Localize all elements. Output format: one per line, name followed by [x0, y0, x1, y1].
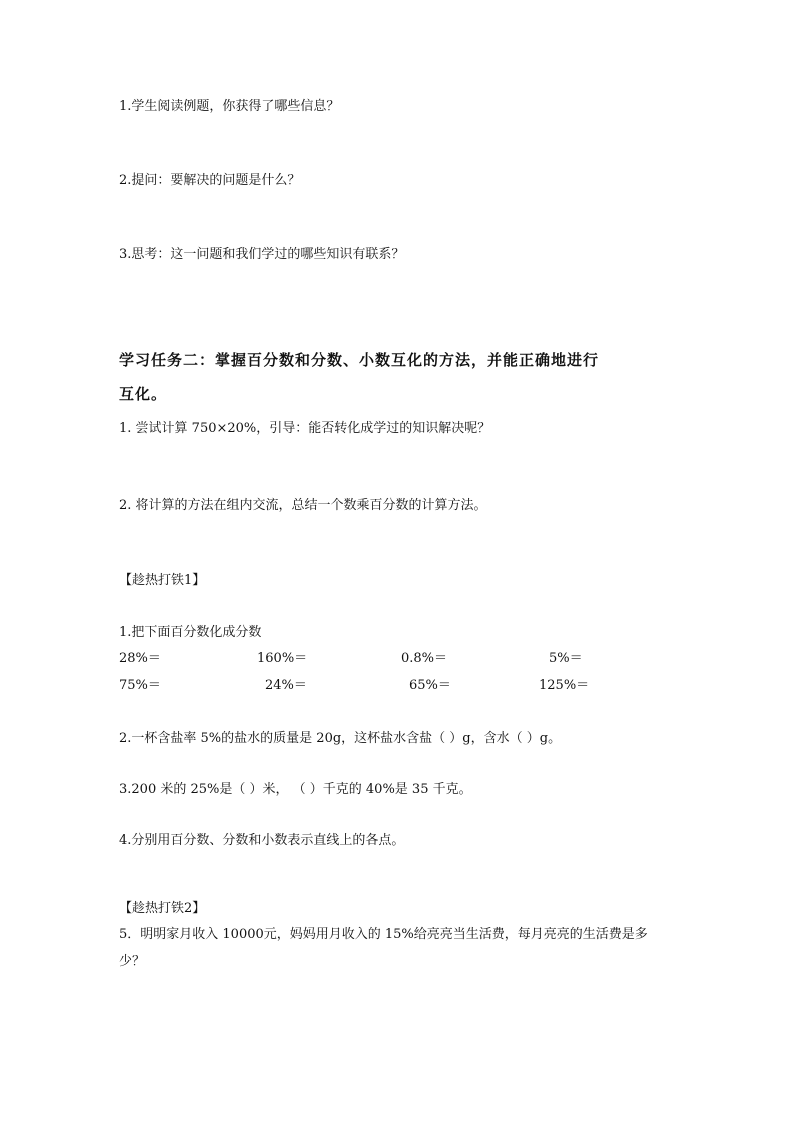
practice-2-question-5-line1: 5．明明家月收入 10000元，妈妈用月收入的 15%给亮亮当生活费，每月亮亮的生活费是多	[119, 927, 648, 942]
question-1: 1.学生阅读例题，你获得了哪些信息？	[119, 99, 340, 114]
practice-1-question-2: 2.一杯含盐率 5%的盐水的质量是 20g，这杯盐水含盐（ ）g，含水（ ）g。	[119, 731, 562, 746]
percent-item: 0.8%＝	[401, 651, 448, 666]
percent-item: 160%＝	[257, 651, 308, 666]
question-3: 3.思考：这一问题和我们学过的哪些知识有联系？	[119, 247, 405, 262]
percent-item: 125%＝	[539, 678, 590, 693]
percent-row-2	[119, 677, 619, 695]
percent-item: 24%＝	[265, 678, 307, 693]
task2-step-1: 1. 尝试计算 750×20%，引导：能否转化成学过的知识解决呢？	[119, 421, 491, 436]
practice-2-title: 【趁热打铁2】	[119, 901, 206, 916]
percent-item: 65%＝	[409, 678, 451, 693]
percent-row-1	[119, 650, 619, 668]
practice-1-question-4: 4.分别用百分数、分数和小数表示直线上的各点。	[119, 833, 405, 848]
task2-heading-line1: 学习任务二：掌握百分数和分数、小数互化的方法，并能正确地进行	[119, 351, 600, 369]
percent-item: 75%＝	[119, 678, 161, 693]
practice-1-question-1: 1.把下面百分数化成分数	[119, 625, 262, 640]
practice-1-question-3: 3.200 米的 25%是（ ）米， （ ）千克的 40%是 35 千克。	[119, 782, 472, 797]
practice-2-question-5-line2: 少？	[119, 954, 146, 969]
task2-step-2: 2. 将计算的方法在组内交流，总结一个数乘百分数的计算方法。	[119, 498, 487, 513]
percent-item: 28%＝	[119, 651, 161, 666]
percent-item: 5%＝	[549, 651, 583, 666]
practice-1-title: 【趁热打铁1】	[119, 573, 206, 588]
question-2: 2.提问：要解决的问题是什么？	[119, 173, 301, 188]
task2-heading-line2: 互化。	[119, 385, 168, 403]
